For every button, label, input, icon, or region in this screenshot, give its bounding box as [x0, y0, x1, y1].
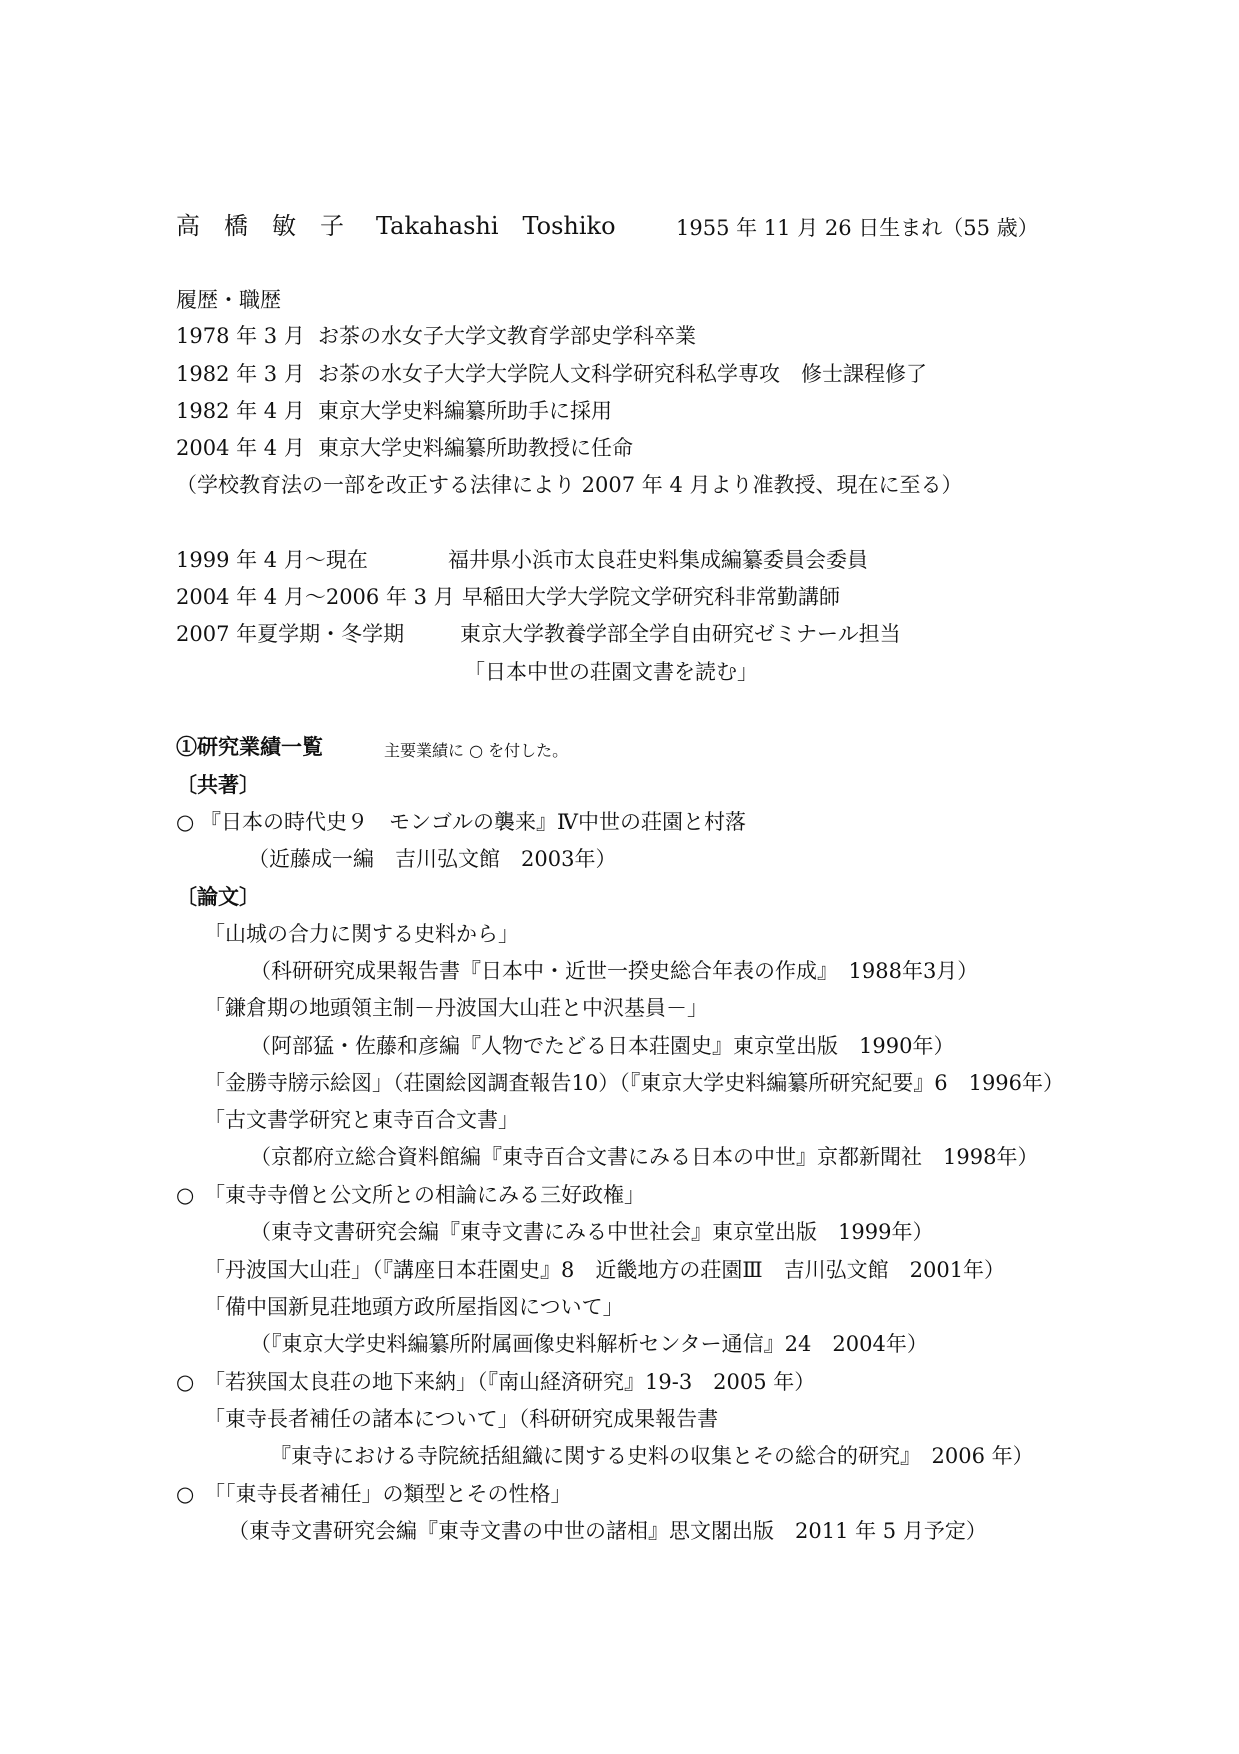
paper-citation: （京都府立総合資料館編『東寺百合文書にみる日本の中世』京都新聞社 1998年）: [250, 1145, 1039, 1169]
paper-title: 「金勝寺牓示絵図」（荘園絵図調査報告10）（『東京大学史料編纂所研究紀要』6 1996年）: [204, 1071, 1065, 1095]
paper-title: 「鎌倉期の地頭領主制－丹波国大山荘と中沢基員－」: [204, 996, 708, 1020]
history-heading: 履歴・職歴: [176, 288, 281, 312]
appointment-date: 2007 年夏学期・冬学期: [176, 622, 405, 646]
history-date: 1982 年 4 月: [176, 399, 305, 423]
appointment-text: 早稲田大学大学院文学研究科非常勤講師: [462, 585, 840, 609]
name-japanese: 高 橋 敏 子: [176, 212, 344, 240]
appointment-date: 2004 年 4 月～2006 年 3 月: [176, 585, 455, 609]
history-date: 1978 年 3 月: [176, 324, 305, 348]
paper-title: 「東寺長者補任の諸本について」（科研研究成果報告書: [204, 1407, 719, 1431]
major-mark: ○: [176, 1370, 195, 1394]
paper-title: 「東寺寺僧と公文所との相論にみる三好政権」: [204, 1183, 645, 1207]
paper-title: 「若狭国太良荘の地下来納」（『南山経済研究』19-3 2005 年）: [204, 1370, 816, 1394]
appointment-date: 1999 年 4 月～現在: [176, 548, 368, 572]
paper-title: 「丹波国大山荘」（『講座日本荘園史』8 近畿地方の荘園Ⅲ 吉川弘文館 2001年）: [204, 1258, 1006, 1282]
history-note: （学校教育法の一部を改正する法律により 2007 年 4 月より准教授、現在に至る）: [176, 473, 963, 497]
research-note: 主要業績に ○ を付した。: [384, 741, 569, 760]
coauthored-title: 『日本の時代史９ モンゴルの襲来』Ⅳ中世の荘園と村落: [200, 810, 746, 834]
history-date: 2004 年 4 月: [176, 436, 305, 460]
history-text: お茶の水女子大学文教育学部史学科卒業: [318, 324, 696, 348]
appointment-text: 福井県小浜市太良荘史料集成編纂委員会委員: [448, 548, 868, 572]
name-romanized: Takahashi Toshiko: [376, 212, 616, 240]
major-mark: ○: [176, 1183, 195, 1207]
history-date: 1982 年 3 月: [176, 362, 305, 386]
coauthored-citation: （近藤成一編 吉川弘文館 2003年）: [248, 847, 617, 871]
paper-citation: 『東寺における寺院統括組織に関する史料の収集とその総合的研究』 2006 年）: [270, 1444, 1034, 1468]
paper-title: 「山城の合力に関する史料から」: [204, 922, 519, 946]
history-text: 東京大学史料編纂所助手に採用: [318, 399, 612, 423]
birth-date: 1955 年 11 月 26 日生まれ（55 歳）: [676, 216, 1039, 240]
appointment-text: 東京大学教養学部全学自由研究ゼミナール担当: [460, 622, 901, 646]
history-text: お茶の水女子大学大学院人文科学研究科私学専攻 修士課程修了: [318, 362, 927, 386]
history-text: 東京大学史料編纂所助教授に任命: [318, 436, 633, 460]
paper-citation: （東寺文書研究会編『東寺文書の中世の諸相』思文閣出版 2011 年 5 月予定）: [228, 1519, 987, 1543]
major-mark: ○: [176, 1482, 195, 1506]
paper-citation: （『東京大学史料編纂所附属画像史料解析センター通信』24 2004年）: [250, 1332, 928, 1356]
paper-citation: （東寺文書研究会編『東寺文書にみる中世社会』東京堂出版 1999年）: [250, 1220, 934, 1244]
paper-citation: （科研研究成果報告書『日本中・近世一揆史総合年表の作成』 1988年3月）: [250, 959, 979, 983]
major-mark: ○: [176, 810, 195, 834]
paper-title: 「備中国新見荘地頭方政所屋指図について」: [204, 1295, 624, 1319]
paper-title: 「古文書学研究と東寺百合文書」: [204, 1108, 519, 1132]
papers-heading: 〔論文〕: [176, 884, 260, 909]
appointment-text: 「日本中世の荘園文書を読む」: [464, 660, 758, 684]
paper-citation: （阿部猛・佐藤和彦編『人物でたどる日本荘園史』東京堂出版 1990年）: [250, 1034, 955, 1058]
research-heading: ①研究業績一覧: [176, 734, 323, 759]
coauthored-heading: 〔共著〕: [176, 772, 260, 797]
paper-title: 「「東寺長者補任」の類型とその性格」: [204, 1482, 572, 1506]
